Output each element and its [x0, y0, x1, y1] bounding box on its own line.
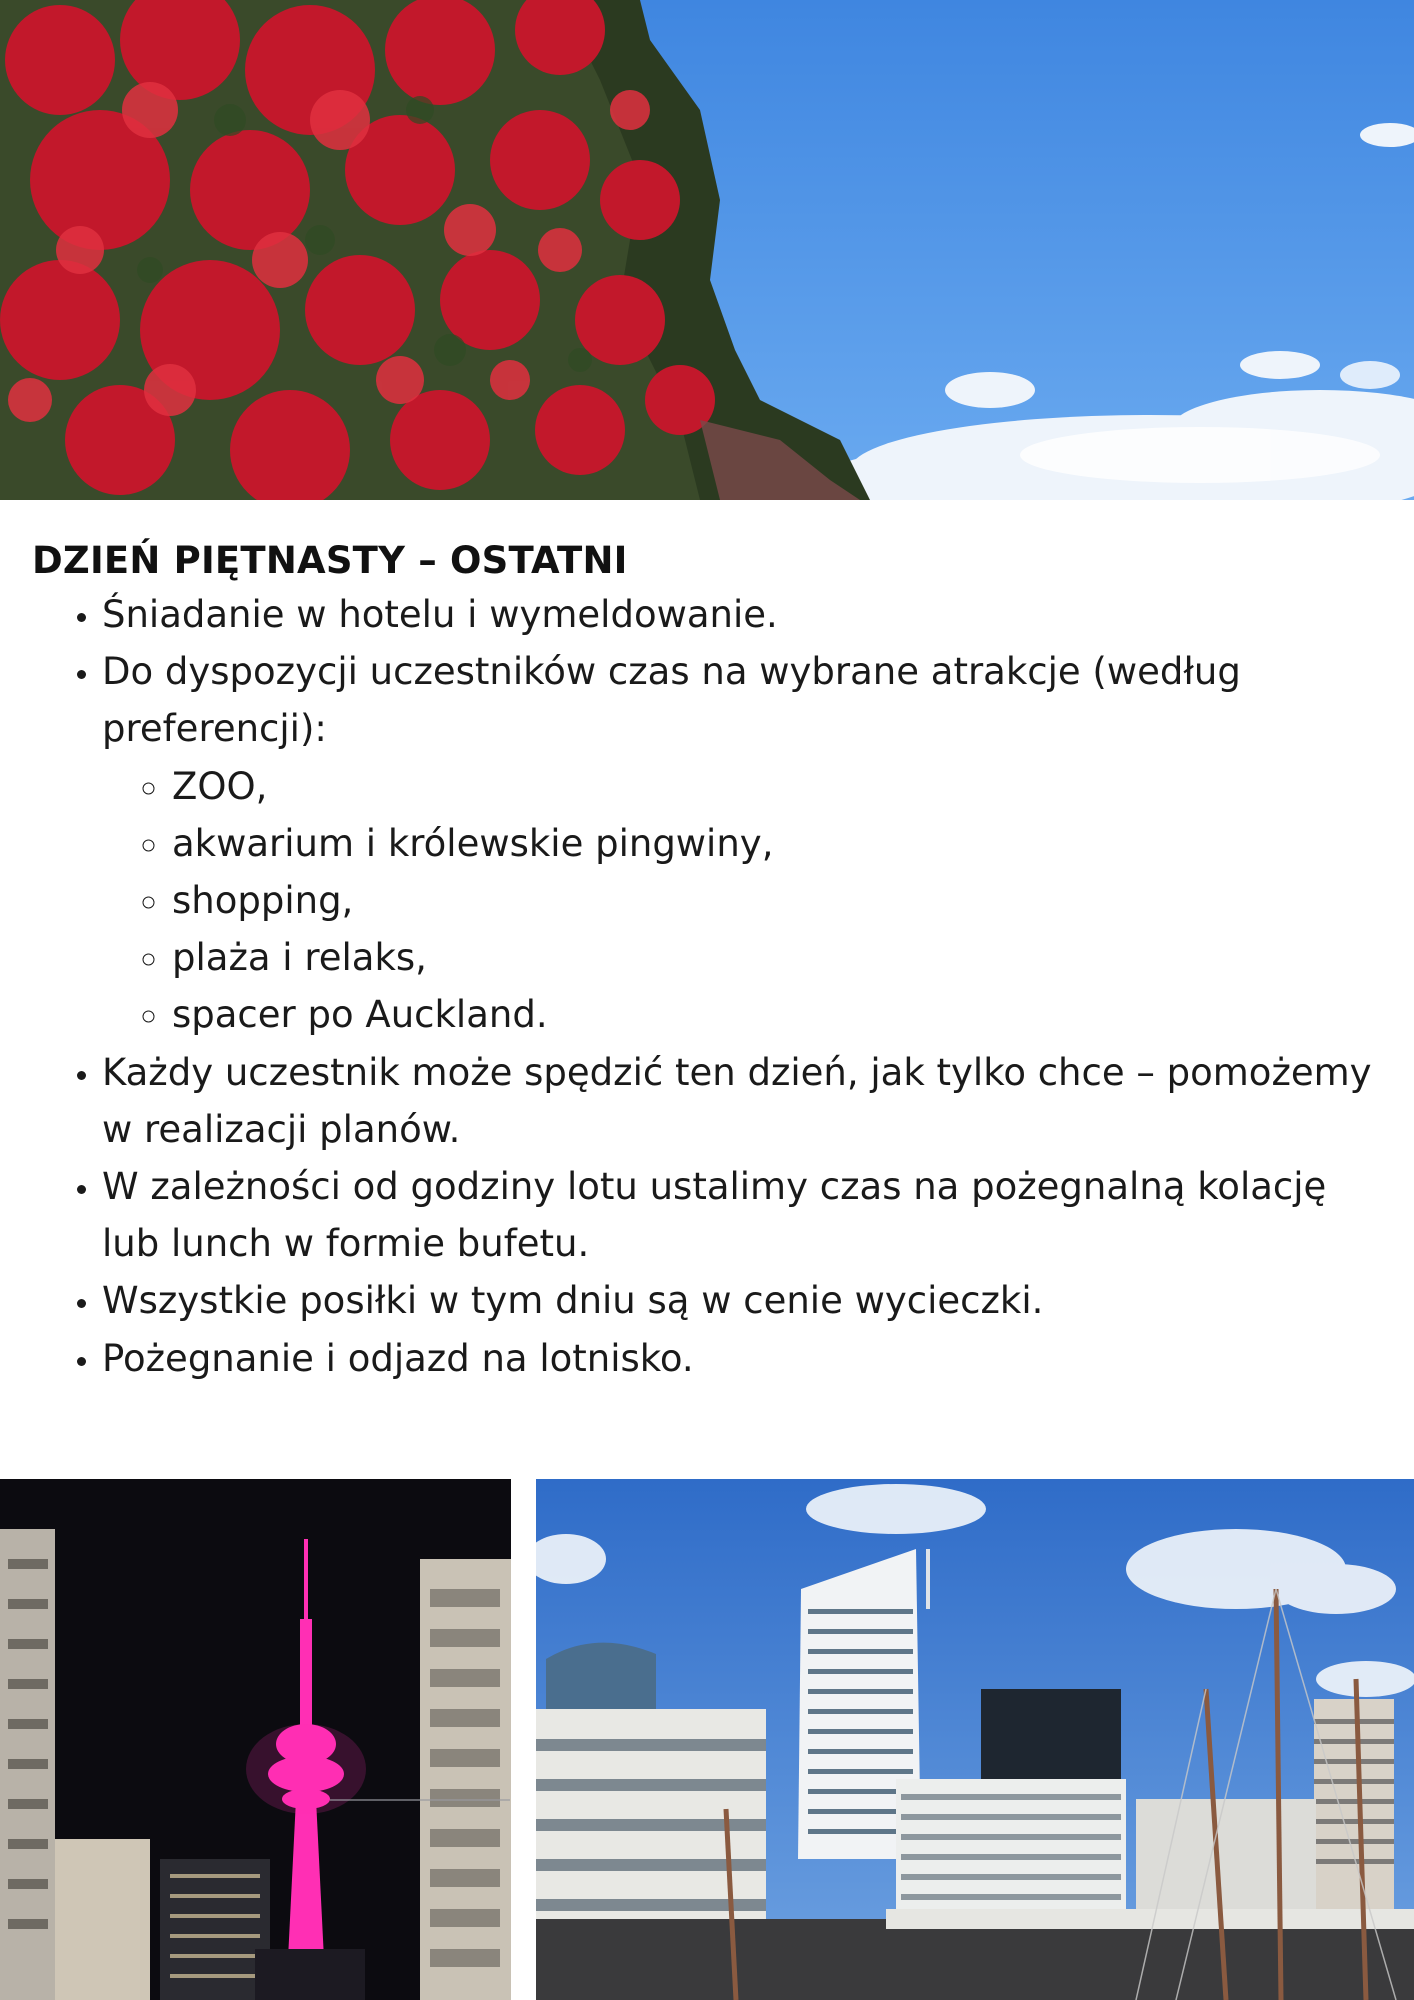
bottom-right-photo-skyline	[536, 1479, 1414, 2000]
list-item: • Pożegnanie i odjazd na lotnisko.	[102, 1330, 1392, 1387]
day-description	[32, 536, 1392, 1387]
bottom-left-photo-tower	[0, 1479, 511, 2000]
list-item: • Każdy uczestnik może spędzić ten dzień, jak tylko chce – pomożemy w realizacji planów.	[102, 1044, 1392, 1158]
activity-list	[32, 586, 1392, 1387]
sublist-item: ◦ akwarium i królewskie pingwiny,	[172, 815, 1392, 872]
section-heading: DZIEŃ PIĘTNASTY – OSTATNI	[32, 539, 628, 582]
list-item: • W zależności od godziny lotu ustalimy czas na pożegnalną kolację lub lunch w formie bufetu.	[102, 1158, 1392, 1272]
sublist-item: ◦ plaża i relaks,	[172, 929, 1392, 986]
attractions-sublist	[102, 758, 1392, 1044]
sublist-item: ◦ spacer po Auckland.	[172, 986, 1392, 1043]
list-item: • Do dyspozycji uczestników czas na wybrane atrakcje (według preferencji): ◦ ZOO, ◦ akwarium i królewskie pingwiny, ◦ shopping, ◦ plaża i relaks, ◦ spacer po Auckland.	[102, 643, 1392, 1043]
sublist-item: ◦ ZOO,	[172, 758, 1392, 815]
sublist-item: ◦ shopping,	[172, 872, 1392, 929]
top-photo-flowering-tree	[0, 0, 1414, 500]
list-item: • Śniadanie w hotelu i wymeldowanie.	[102, 586, 1392, 643]
list-item: • Wszystkie posiłki w tym dniu są w cenie wycieczki.	[102, 1272, 1392, 1329]
